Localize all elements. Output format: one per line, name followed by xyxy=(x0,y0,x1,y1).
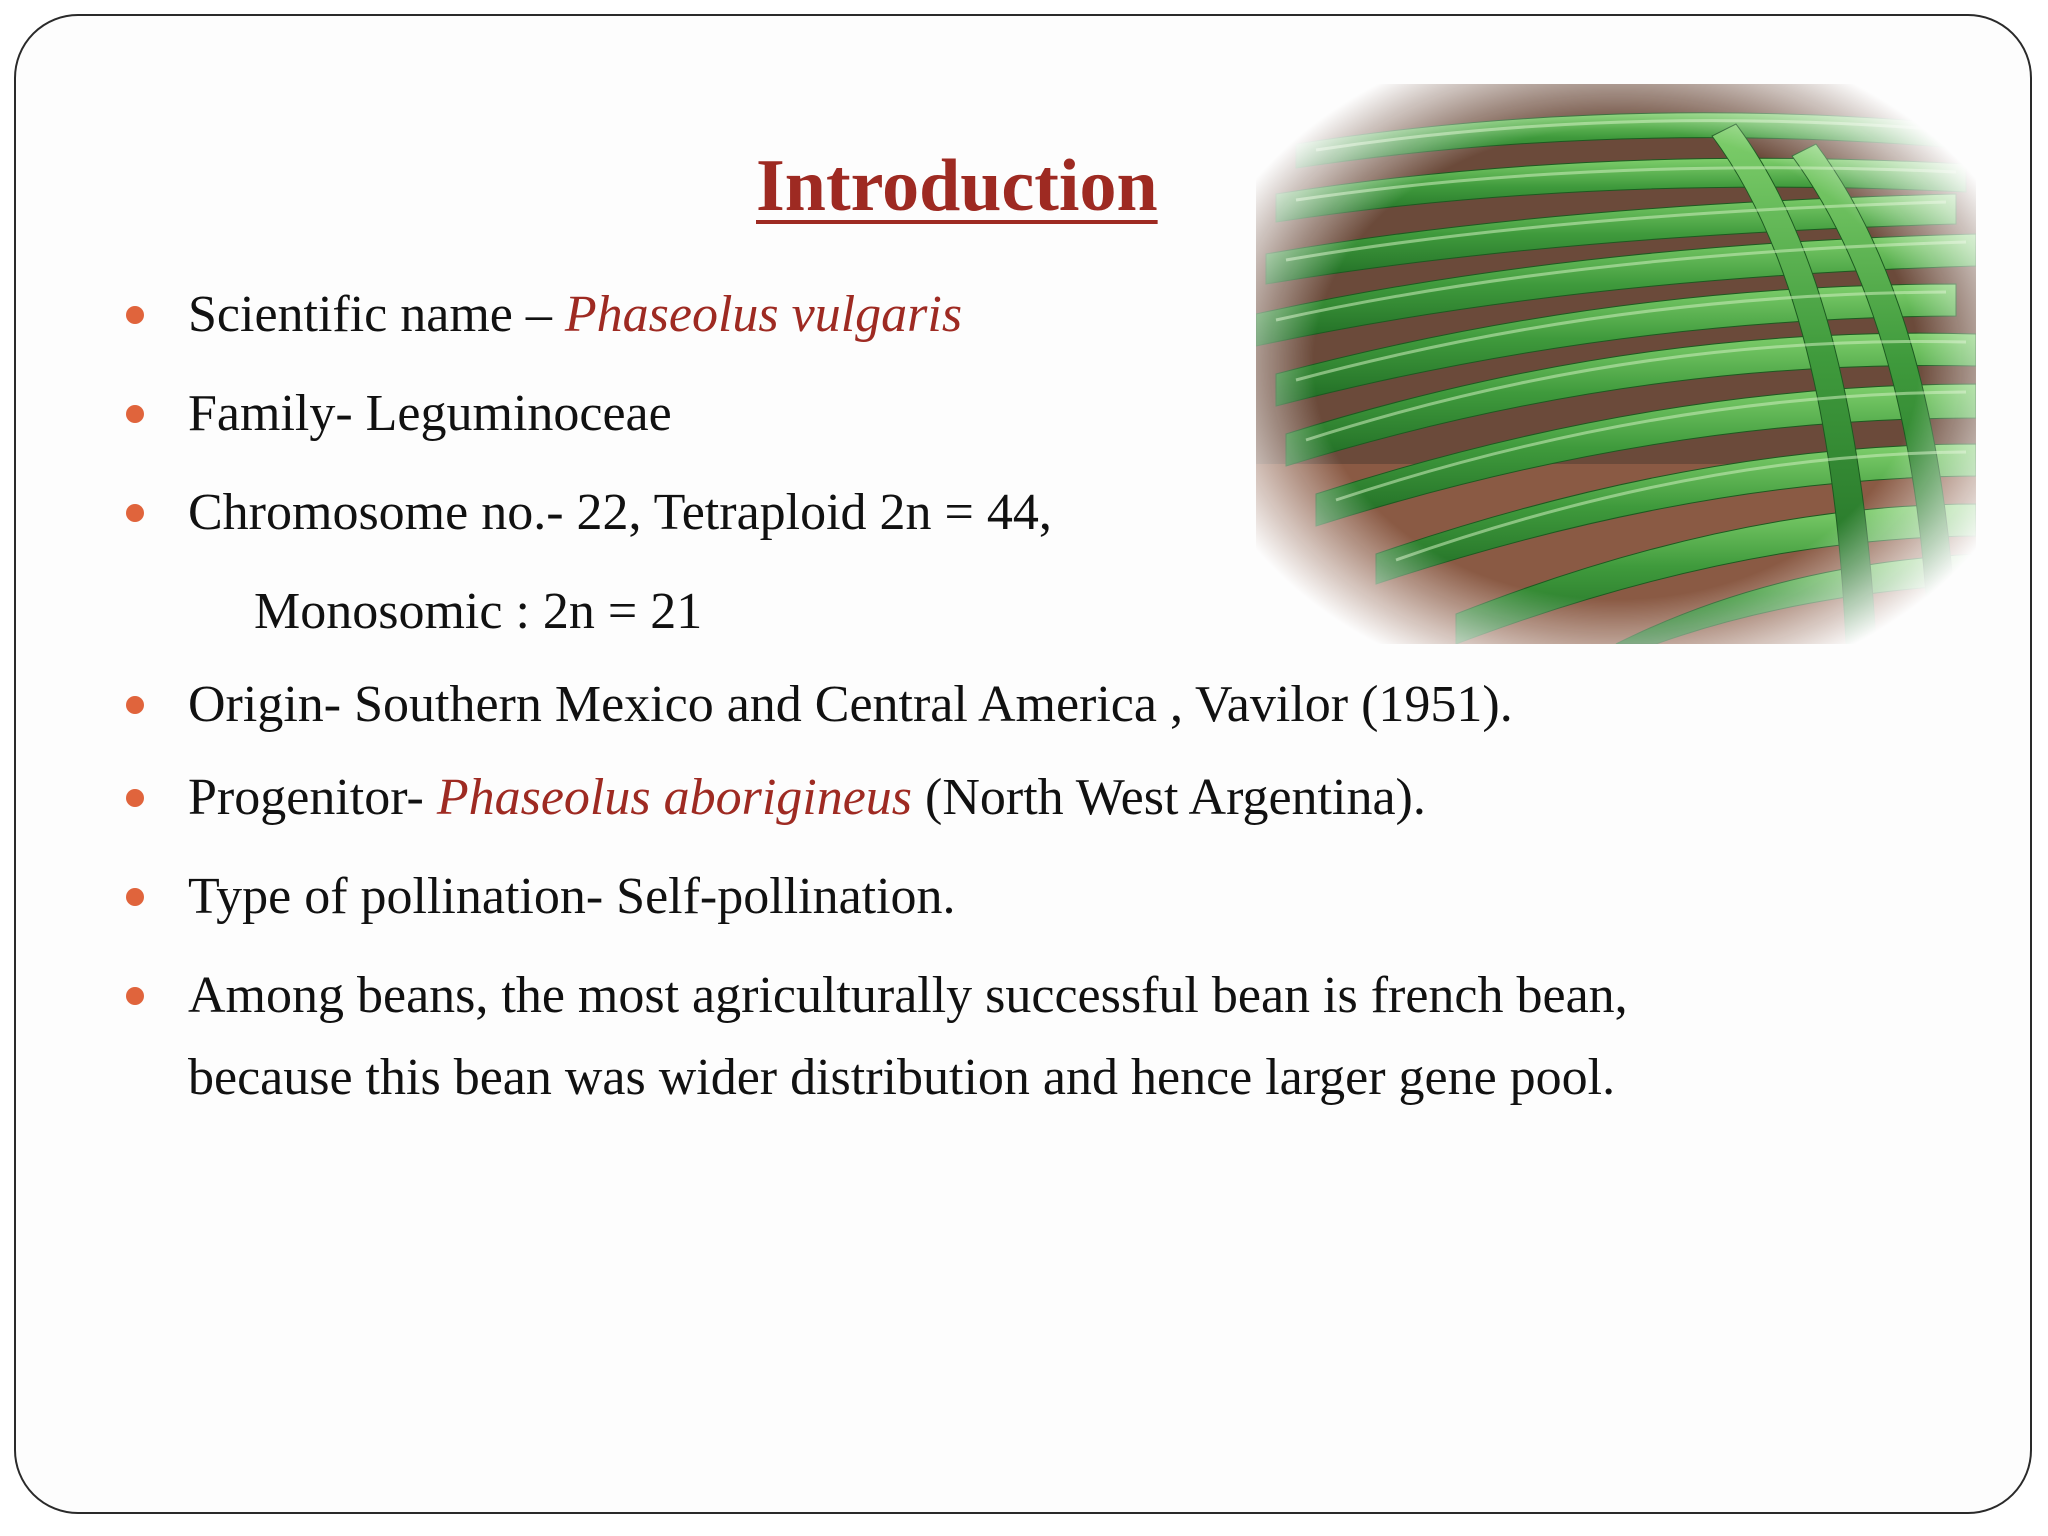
bullet-text-line1: Among beans, the most agriculturally successful bean is french bean, xyxy=(188,967,1628,1024)
bullet-text xyxy=(188,274,962,356)
bullet-text: Origin- Southern Mexico and Central America , Vavilor (1951). xyxy=(188,676,1513,733)
bullet-dot-icon xyxy=(126,789,144,807)
bullet-dot-icon xyxy=(126,696,144,714)
bullet-text: Family- Leguminoceae xyxy=(188,385,672,442)
progenitor-label: Progenitor- xyxy=(188,769,437,826)
scientific-name-italic: Phaseolus vulgaris xyxy=(564,286,963,343)
monosomic-line: Monosomic : 2n = 21 xyxy=(254,583,703,640)
bullet-text: Type of pollination- Self-pollination. xyxy=(188,868,956,925)
scientific-name-label: Scientific name – xyxy=(188,286,565,343)
bullet-dot-icon xyxy=(126,987,144,1005)
bullet-dot-icon xyxy=(126,405,144,423)
bullet-dot-icon xyxy=(126,504,144,522)
progenitor-italic: Phaseolus aborigineus xyxy=(436,769,913,826)
bullet-text: Chromosome no.- 22, Tetraploid 2n = 44, xyxy=(188,484,1052,541)
bullet-dot-icon xyxy=(126,888,144,906)
bullet-text xyxy=(188,757,1426,839)
slide xyxy=(14,14,2032,1514)
slide-title: Introduction xyxy=(756,145,1158,227)
bullet-text-line2: because this bean was wider distribution and hence larger gene pool. xyxy=(188,1049,1616,1106)
progenitor-suffix: (North West Argentina). xyxy=(912,769,1426,826)
green-beans-image xyxy=(1256,84,1976,644)
bullet-dot-icon xyxy=(126,306,144,324)
